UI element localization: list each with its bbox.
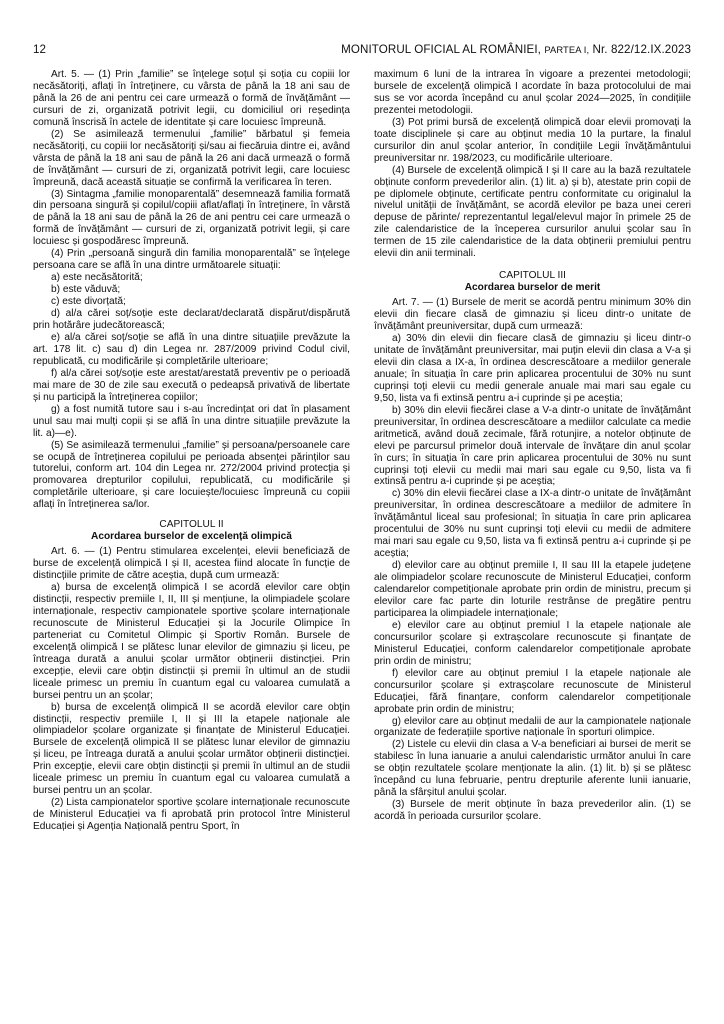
paragraph: b) este văduvă; — [51, 284, 121, 296]
paragraph: a) bursa de excelență olimpică I se acordă elevilor care obțin distincții, respectiv premiile I, II, III și mențiune, la olimpiadele școlare internaționale, respectiv campionatele sportive școlare internaționale recunoscute de Ministerul Educației și la Jocurile Olimpice în parteneriat cu Comitetul Olimpic și Sportiv Român. Bursele de excelență olimpică I se plătesc lunar elevilor de gimnaziu și liceu, pe întreaga durată a anului școlar următor obținerii distincției. Prin excepție, elevii care obțin distincții și premii în ultimul an de studii liceale primesc un premiu în cuantum egal cu valoarea cumulată a bursei pentru un an școlar; — [33, 582, 350, 701]
left-column — [33, 69, 350, 833]
publication-name: MONITORUL OFICIAL AL ROMÂNIEI, — [341, 43, 542, 56]
paragraph: (2) Se asimilează termenului „familie” bărbatul și femeia necăsătoriți, cu copiii lor necăsătoriți și/sau ai fiecăruia dintre ei, având vârsta de până la 18 ani sau de până la 26 ani dacă urmează o formă de învățământ — cursuri de zi, organizată potrivit legii, care locuiesc împreună, dacă această situație se confirmă la verificarea în teren. — [33, 128, 350, 188]
paragraph: (3) Pot primi bursă de excelență olimpică doar elevii promovați la toate disciplinele și care au obținut media 10 la purtare, la finalul cursurilor din anul școlar anterior, în condițiile Legii învățământului preuniversitar nr. 198/2023, cu modificările ulterioare. — [374, 116, 691, 164]
issue-number: Nr. 822/12.IX.2023 — [592, 43, 691, 56]
paragraph: g) a fost numită tutore sau i s-au încredințat ori dat în plasament unul sau mai mulți copii și se află în una dintre situațiile prevăzute la lit. a)—e). — [33, 403, 350, 439]
paragraph: d) al/a cărei soț/soție este declarat/declarată dispărut/dispărută prin hotărâre judecătorească; — [33, 308, 350, 332]
page-header — [33, 43, 691, 59]
paragraph: a) 30% din elevii din fiecare clasă de gimnaziu și liceu dintr-o unitate de învățământ preuniversitar, mai puțin elevii din clasa a V-a și elevii din clasa a IX-a, în ordinea descrescătoare a mediilor generale anuale; în situația în care prin aplicarea procentului de 30% nu sunt cuprinși toți elevii cu medii generale anuale mai mari sau egale cu 9,50, lista va fi extinsă pentru a-i cuprinde și pe aceștia; — [374, 333, 691, 404]
chapter-number: CAPITOLUL III — [499, 270, 566, 282]
paragraph: Art. 5. — (1) Prin „familie” se înțelege soțul și soția cu copiii lor necăsătoriți, aflați în întreținere, cu vârsta de până la 18 ani sau de până la 26 de ani pentru cei care urmează o formă de învățământ — cursuri de zi, organizată potrivit legii, cu domiciliul ori reședința comună înscrisă în actele de identitate și care locuiesc împreună. — [33, 69, 350, 128]
paragraph: (5) Se asimilează termenului „familie” și persoana/persoanele care se ocupă de întreținerea copilului pe perioada absenței părinților sau tutorelui, conform art. 104 din Legea nr. 272/2004 privind protecția și promovarea drepturilor copilului, republicată, cu modificările și completările ulterioare, și care locuiește/locuiesc împreună cu copiii aflați în întreținerea sa/lor. — [33, 439, 350, 511]
paragraph: d) elevilor care au obținut premiile I, II sau III la etapele județene ale olimpiadelor școlare recunoscute de Ministerul Educației, conform calendarelor competiționale aprobate prin ordin de ministru, precum și elevilor care fac parte din loturile restrânse de pregătire pentru participarea la olimpiadele internaționale; — [374, 560, 691, 619]
paragraph: (2) Listele cu elevii din clasa a V-a beneficiari ai bursei de merit se stabilesc în luna ianuarie a anului calendaristic următor anului în care se obțin rezultatele școlare menționate la alin. (1) lit. b) și se plătesc începând cu luna februarie, pentru drepturile aferente lunii ianuarie, până la sfârșitul anului școlar. — [374, 739, 691, 799]
paragraph: f) al/a cărei soț/soție este arestat/arestată preventiv pe o perioadă mai mare de 30 de zile sau execută o pedeapsă privativă de libertate și nu participă la întreținerea copiilor; — [33, 367, 350, 403]
right-column — [374, 69, 691, 823]
gazette-title — [341, 43, 691, 56]
paragraph: f) elevilor care au obținut premiul I la etapele naționale ale concursurilor școlare și extrașcolare recunoscute de Ministerul Educației, fără finanțare, conform calendarelor competiționale aprobate prin ordin de ministru; — [374, 667, 691, 715]
paragraph: c) este divorțată; — [51, 296, 126, 308]
page-number: 12 — [33, 43, 46, 56]
paragraph: a) este necăsătorită; — [51, 272, 143, 284]
part-label: PARTEA I, — [544, 44, 590, 55]
chapter-title: Acordarea burselor de merit — [464, 282, 601, 294]
paragraph: Art. 6. — (1) Pentru stimularea excelenței, elevii beneficiază de burse de excelență olimpică I și II, acestea fiind alocate în funcție de distincțiile primite de către aceștia, după cum urmează: — [33, 546, 350, 582]
paragraph: c) 30% din elevii fiecărei clase a IX-a dintr-o unitate de învățământ preuniversitar, în ordinea descrescătoare a mediilor de admitere în învățământul liceal sau profesional; în situația în care prin aplicarea procentului de 30% nu sunt cuprinși toți elevii cu medii de admitere mai mari sau egale cu 9,50, lista va fi extinsă pentru a-i cuprinde și pe aceștia; — [374, 488, 691, 560]
paragraph: b) 30% din elevii fiecărei clase a V-a dintr-o unitate de învățământ preuniversitar, în ordinea descrescătoare a mediilor calculate ca medie aritmetică, având două zecimale, fără rotunjire, a notelor obținute de elevi pe parcursul primelor două intervale de învățare din anul școlar în curs; în situația în care prin aplicarea procentului de 30% nu sunt cuprinși toți elevii cu medii mai mari sau egale cu 9,50, lista va fi extinsă pentru a-i cuprinde și pe aceștia; — [374, 404, 691, 488]
chapter-number: CAPITOLUL II — [159, 519, 224, 531]
paragraph: g) elevilor care au obținut medalii de aur la campionatele naționale organizate de federațiile sportive naționale în sporturi olimpice. — [374, 715, 691, 739]
paragraph: (4) Bursele de excelență olimpică I și II care au la bază rezultatele obținute conform prevederilor alin. (1) lit. a) și b), atestate prin copii de pe diplomele obținute, certificate pentru conformitate cu originalul la nivelul unității de învățământ, se acordă elevilor pe baza unei cereri depuse de părinte/ reprezentantul legal/elevul major în primele 25 de zile calendaristice de la începerea cursurilor anului școlar sau în termen de 15 zile calendaristice de la data obținerii premiului pentru elevii din anii terminali. — [374, 164, 691, 260]
chapter-title: Acordarea burselor de excelență olimpică — [91, 531, 292, 543]
paragraph: (2) Lista campionatelor sportive școlare internaționale recunoscute de Ministerul Educației va fi aprobată prin protocol între Ministerul Educației și Agenția Națională pentru Sport, în — [33, 797, 350, 833]
paragraph: (4) Prin „persoană singură din familia monoparentală” se înțelege persoana care se află în una dintre următoarele situații: — [33, 248, 350, 272]
paragraph: Art. 7. — (1) Bursele de merit se acordă pentru minimum 30% din elevii din fiecare clasă de gimnaziu și liceu dintr-o unitate de învățământ preuniversitar, după cum urmează: — [374, 297, 691, 333]
paragraph: e) al/a cărei soț/soție se află în una dintre situațiile prevăzute la art. 178 lit. c) sau d) din Legea nr. 287/2009 privind Codul civil, republicată, cu modificările și completările ulterioare; — [33, 331, 350, 367]
paragraph: e) elevilor care au obținut premiul I la etapele naționale ale concursurilor școlare și extrașcolare recunoscute și finanțate de Ministerul Educației, conform calendarelor competiționale aprobate prin ordin de ministru; — [374, 619, 691, 667]
paragraph: b) bursa de excelență olimpică II se acordă elevilor care obțin distincții, respectiv premiile I, II și III la etapele naționale ale olimpiadelor școlare organizate și finanțate de Ministerul Educației. Bursele de excelență olimpică II se plătesc lunar elevilor de gimnaziu și liceu, pe întreaga durată a anului școlar următor obținerii distincției. Prin excepție, elevii care obțin distincții și premii în ultimul an de studii liceale primesc un premiu în cuantum egal cu valoarea cumulată a bursei pentru un an școlar. — [33, 701, 350, 797]
paragraph: (3) Bursele de merit obținute în baza prevederilor alin. (1) se acordă în perioada cursurilor școlare. — [374, 799, 691, 823]
paragraph: (3) Sintagma „familie monoparentală” desemnează familia formată din persoana singură și copilul/copiii aflat/aflați în întreținere, în vârstă de până la 18 ani sau de până la 26 de ani pentru cei care urmează o formă de învățământ — cursuri de zi, organizată potrivit legii, și care locuiesc și gospodăresc împreună. — [33, 188, 350, 248]
paragraph: maximum 6 luni de la intrarea în vigoare a prezentei metodologii; bursele de excelență olimpică I acordate în baza protocolului de mai sus se vor acorda începând cu anul școlar 2024—2025, în condițiile prezentei metodologii. — [374, 69, 691, 116]
